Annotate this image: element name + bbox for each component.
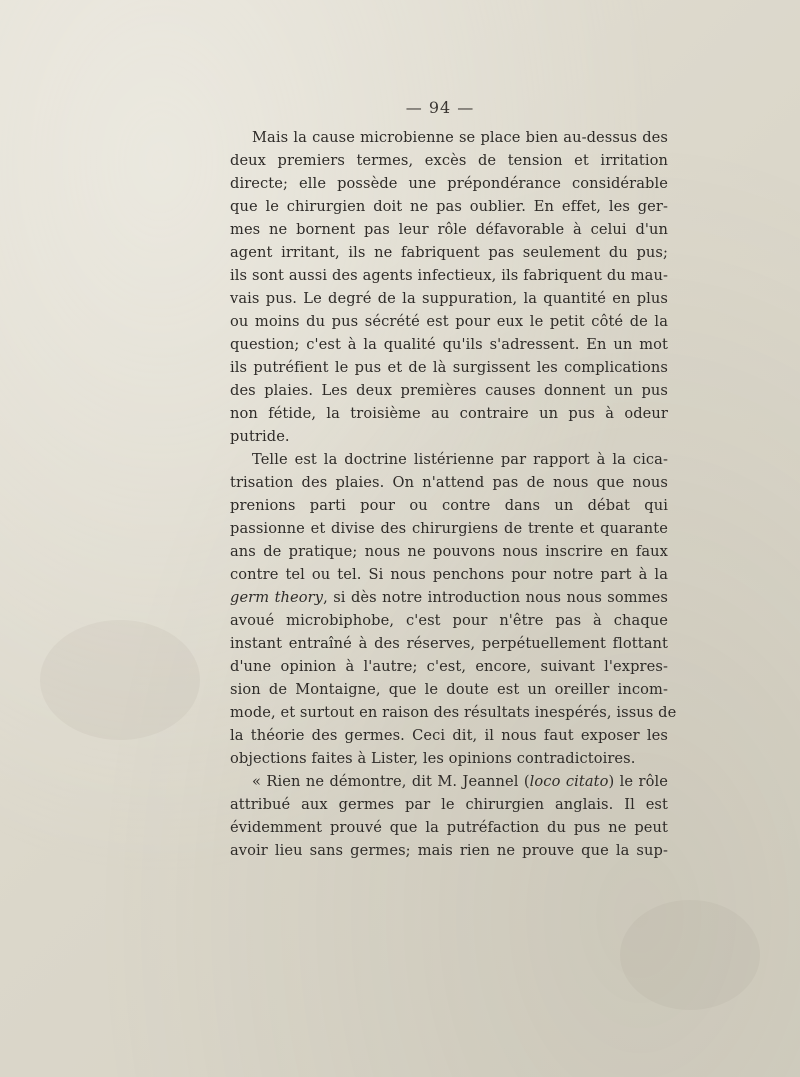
text-line: deux premiers termes, excès de tension et irritation	[230, 152, 668, 169]
paper-stain	[40, 620, 200, 740]
text-fragment: , si dès notre introduction nous nous sommes	[323, 589, 668, 606]
text-line: putride.	[230, 428, 290, 445]
text-line	[230, 770, 668, 793]
text-line: vais pus. Le degré de la suppuration, la quantité en plus	[230, 290, 668, 307]
text-line: prenions parti pour ou contre dans un débat qui	[230, 497, 668, 514]
italic-term: germ theory	[230, 589, 324, 606]
text-line: des plaies. Les deux premières causes donnent un pus	[230, 382, 668, 399]
text-fragment: ) le rôle	[608, 773, 668, 790]
text-line: d'une opinion à l'autre; c'est, encore, suivant l'expres-	[230, 658, 668, 675]
paragraph-3	[230, 770, 668, 862]
text-line: ou moins du pus sécrété est pour eux le petit côté de la	[230, 313, 668, 330]
text-fragment: « Rien ne démontre, dit M. Jeannel (	[252, 773, 530, 790]
text-line: objections faites à Lister, les opinions contradictoires.	[230, 750, 636, 767]
text-line: la théorie des germes. Ceci dit, il nous faut exposer les	[230, 727, 668, 744]
text-line: directe; elle possède une prépondérance considérable	[230, 175, 668, 192]
text-line: avoué microbiphobe, c'est pour n'être pas à chaque	[230, 612, 668, 629]
text-line: trisation des plaies. On n'attend pas de nous que nous	[230, 474, 668, 491]
text-line: ans de pratique; nous ne pouvons nous inscrire en faux	[230, 543, 668, 560]
text-line: que le chirurgien doit ne pas oublier. En effet, les ger-	[230, 198, 668, 215]
text-line: sion de Montaigne, que le doute est un oreiller incom-	[230, 681, 668, 698]
paper-stain	[620, 900, 760, 1010]
body-text	[230, 126, 677, 862]
text-line: ils putréfient le pus et de là surgissent les complications	[230, 359, 668, 376]
text-line: question; c'est à la qualité qu'ils s'adressent. En un mot	[230, 336, 668, 353]
italic-citation: loco citato	[529, 773, 609, 790]
text-line: ils sont aussi des agents infectieux, ils fabriquent du mau-	[230, 267, 668, 284]
text-line: non fétide, la troisième au contraire un pus à odeur	[230, 405, 668, 422]
text-line: instant entraîné à des réserves, perpétuellement flottant	[230, 635, 668, 652]
text-line: attribué aux germes par le chirurgien anglais. Il est	[230, 796, 668, 813]
text-line: agent irritant, ils ne fabriquent pas seulement du pus;	[230, 244, 668, 261]
text-line: évidemment prouvé que la putréfaction du pus ne peut	[230, 819, 668, 836]
page-number: — 94 —	[405, 98, 475, 117]
text-line: contre tel ou tel. Si nous penchons pour notre part à la	[230, 566, 668, 583]
text-line: Telle est la doctrine listérienne par rapport à la cica-	[252, 451, 668, 468]
text-line	[230, 586, 668, 609]
text-line: mode, et surtout en raison des résultats inespérés, issus de	[230, 704, 677, 721]
text-line: passionne et divise des chirurgiens de trente et quarante	[230, 520, 668, 537]
text-line: Mais la cause microbienne se place bien au-dessus des	[252, 129, 668, 146]
text-line: avoir lieu sans germes; mais rien ne prouve que la sup-	[230, 842, 668, 859]
paragraph-2	[230, 448, 677, 770]
paragraph-1	[230, 126, 668, 448]
text-line: mes ne bornent pas leur rôle défavorable à celui d'un	[230, 221, 668, 238]
